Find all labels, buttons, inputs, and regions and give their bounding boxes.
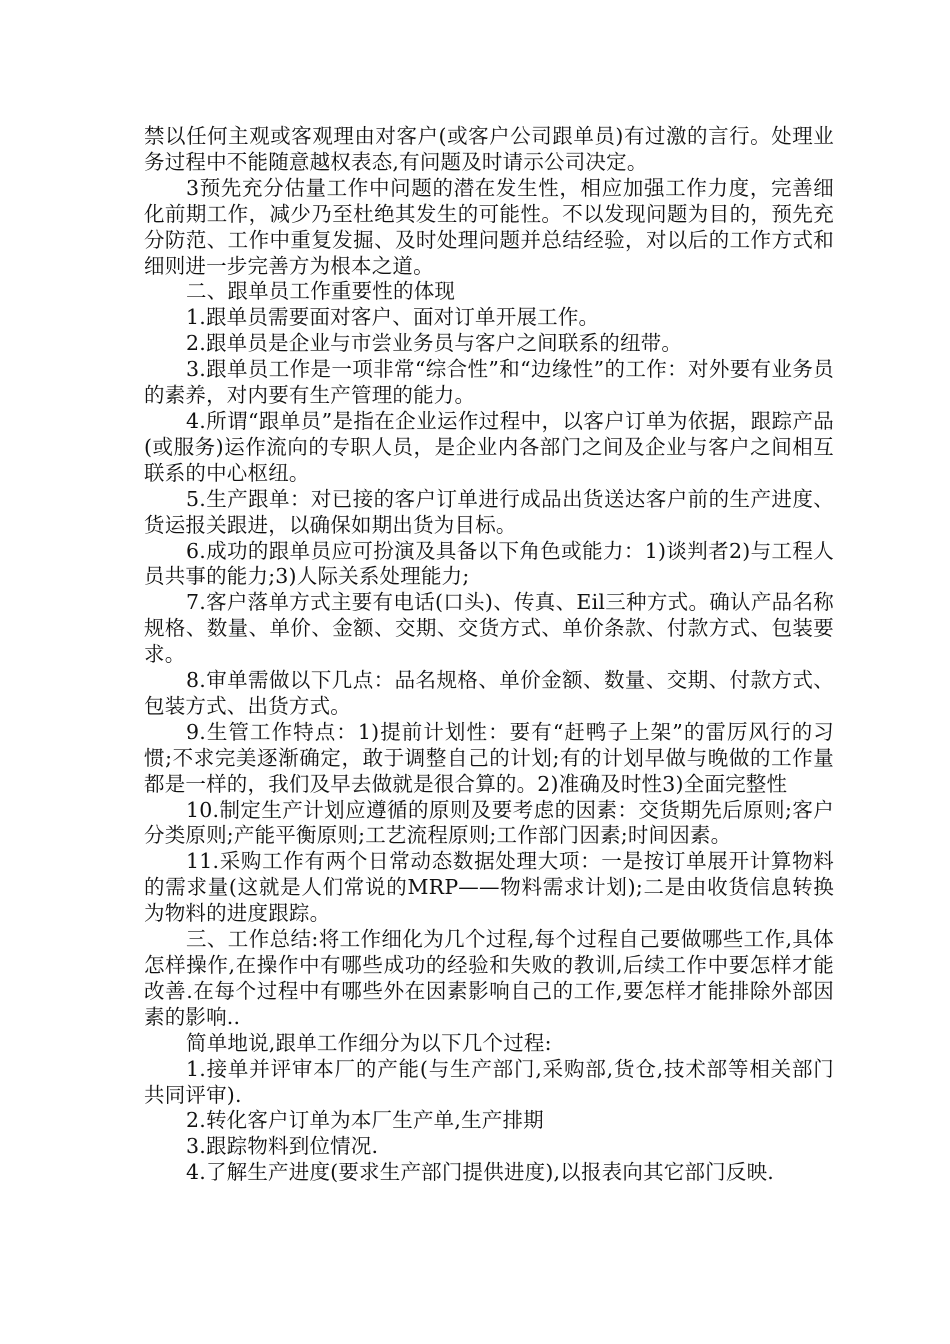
list-item: 8.审单需做以下几点：品名规格、单价金额、数量、交期、付款方式、包装方式、出货方式。 bbox=[144, 668, 834, 718]
section-heading-2: 二、跟单员工作重要性的体现 bbox=[186, 279, 456, 304]
list-item: 3.跟单员工作是一项非常“综合性”和“边缘性”的工作：对外要有业务员的素养，对内要有生产管理的能力。 bbox=[144, 357, 834, 408]
document-body bbox=[144, 124, 834, 1186]
list-item: 5.生产跟单：对已接的客户订单进行成品出货送达客户前的生产进度、货运报关跟进，以确保如期出货为目标。 bbox=[144, 486, 834, 537]
list-item: 2.转化客户订单为本厂生产单,生产排期 bbox=[186, 1108, 544, 1133]
list-item: 6.成功的跟单员应可扮演及具备以下角色或能力：1)谈判者2)与工程人员共事的能力;3)人际关系处理能力; bbox=[144, 538, 834, 589]
list-item: 4.所谓“跟单员”是指在企业运作过程中，以客户订单为依据，跟踪产品(或服务)运作流向的专职人员，是企业内各部门之间及企业与客户之间相互联系的中心枢纽。 bbox=[144, 408, 834, 485]
list-item: 11.采购工作有两个日常动态数据处理大项：一是按订单展开计算物料的需求量(这就是人们常说的MRP——物料需求计划);二是由收货信息转换为物料的进度跟踪。 bbox=[144, 849, 834, 926]
paragraph-1: 3预先充分估量工作中问题的潜在发生性，相应加强工作力度，完善细化前期工作，减少乃至杜绝其发生的可能性。不以发现问题为目的，预先充分防范、工作中重复发掘、及时处理问题并总结经验，对以后的工作方式和细则进一步完善方为根本之道。 bbox=[144, 175, 834, 278]
paragraph-0: 禁以任何主观或客观理由对客户(或客户公司跟单员)有过激的言行。处理业务过程中不能随意越权表态,有问题及时请示公司决定。 bbox=[144, 124, 834, 174]
list-item: 10.制定生产计划应遵循的原则及要考虑的因素：交货期先后原则;客户分类原则;产能平衡原则;工艺流程原则;工作部门因素;时间因素。 bbox=[144, 797, 834, 848]
section-heading-3: 三、工作总结:将工作细化为几个过程,每个过程自己要做哪些工作,具体怎样操作,在操作中有哪些成功的经验和失败的教训,后续工作中要怎样才能改善.在每个过程中有哪些外在因素影响自己的工作,要怎样才能排除外部因素的影响.. bbox=[144, 927, 834, 1029]
list-item: 3.跟踪物料到位情况. bbox=[186, 1134, 379, 1159]
list-item: 1.跟单员需要面对客户、面对订单开展工作。 bbox=[186, 305, 600, 330]
list-item: 1.接单并评审本厂的产能(与生产部门,采购部,货仓,技术部等相关部门共同评审). bbox=[144, 1056, 834, 1107]
list-item: 2.跟单员是企业与市尝业务员与客户之间联系的纽带。 bbox=[186, 331, 683, 356]
list-item: 7.客户落单方式主要有电话(口头)、传真、Eil三种方式。确认产品名称规格、数量、单价、金额、交期、交货方式、单价条款、付款方式、包装要求。 bbox=[144, 590, 834, 667]
list-item: 4.了解生产进度(要求生产部门提供进度),以报表向其它部门反映. bbox=[186, 1160, 774, 1185]
list-item: 9.生管工作特点：1)提前计划性：要有“赶鸭子上架”的雷厉风行的习惯;不求完美逐渐确定，敢于调整自己的计划;有的计划早做与晚做的工作量都是一样的，我们及早去做就是很合算的。2)准确及时性3)全面完整性 bbox=[144, 719, 834, 796]
paragraph-summary-intro: 简单地说,跟单工作细分为以下几个过程: bbox=[186, 1030, 552, 1055]
